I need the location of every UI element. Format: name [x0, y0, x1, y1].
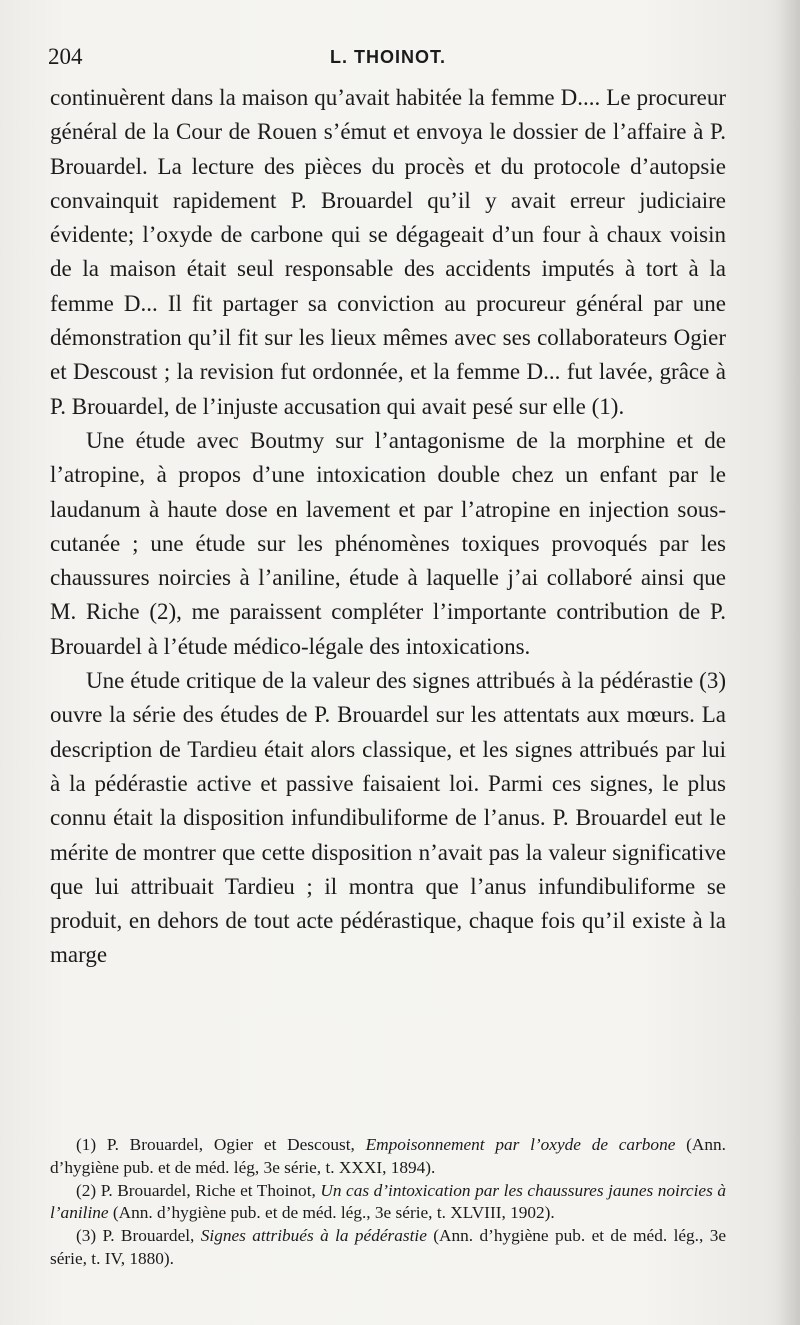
footnote-title: Empoisonnement par l’oxyde de carbone: [365, 1135, 676, 1154]
footnote-2: [50, 1180, 726, 1226]
paragraph-3: Une étude critique de la valeur des signes attribués à la pédérastie (3) ouvre la série des études de P. Brouardel sur les attentats aux mœurs. La description de Tardieu était alors classique, et les signes attribués par lui à la pédérastie active et passive faisaient loi. Parmi ces signes, le plus connu était la disposition infundibuliforme de l’anus. P. Brouardel eut le mérite de montrer que cette disposition n’avait pas la valeur significative que lui attribuait Tardieu ; il montra que l’anus infundibuliforme se produit, en dehors de tout acte pédérastique, chaque fois qu’il existe à la marge: [50, 668, 726, 968]
footnote-marker: (3): [76, 1226, 97, 1246]
footnote-tail: (Ann. d’hygiène pub. et de méd. lég., 3e série, t. IV, 1880).: [50, 1226, 727, 1268]
running-head: L. THOINOT.: [330, 47, 446, 67]
footnote-tail: (Ann. d’hygiène pub. et de méd. lég., 3e série, t. XLVIII, 1902).: [112, 1203, 555, 1223]
footnote-1: [50, 1134, 726, 1180]
paragraph-1: continuèrent dans la maison qu’avait habitée la femme D.... Le procureur général de la Cour de Rouen s’émut et envoya le dossier de l’affaire à P. Brouardel. La lecture des pièces du procès et du protocole d’autopsie convainquit rapidement P. Brouardel qu’il y avait erreur judiciaire évidente; l’oxyde de carbone qui se dégageait d’un four à chaux voisin de la maison était seul responsable des accidents imputés à tort à la femme D... Il fit partager sa conviction au procureur général par une démonstration qu’il fit sur les lieux mêmes avec ses collaborateurs Ogier et Descoust ; la revision fut ordonnée, et la femme D... fut lavée, grâce à P. Brouardel, de l’injuste accusation qui avait pesé sur elle (1).: [50, 85, 726, 419]
page-number: 204: [48, 44, 83, 69]
footnote-tail: (Ann. d’hygiène pub. et de méd. lég, 3e série, t. XXXI, 1894).: [50, 1135, 726, 1177]
footnote-marker: (2): [76, 1180, 97, 1200]
footnote-marker: (1): [76, 1135, 97, 1154]
footnote-lead: P. Brouardel, Riche et Thoinot,: [100, 1180, 316, 1200]
page-header: [48, 40, 728, 76]
footnotes: [50, 1134, 726, 1271]
footnote-lead: P. Brouardel, Ogier et Descoust,: [106, 1135, 355, 1154]
footnote-title: Signes attribués à la pédérastie: [200, 1226, 427, 1246]
footnote-lead: P. Brouardel,: [102, 1226, 195, 1246]
footnote-3: [50, 1225, 726, 1271]
page-edge-shadow: [778, 0, 800, 1325]
paragraph-2: Une étude avec Boutmy sur l’antagonisme de la morphine et de l’atropine, à propos d’une intoxication double chez un enfant par le laudanum à haute dose en lavement et par l’atropine en injection sous-cutanée ; une étude sur les phénomènes toxiques provoqués par les chaussures noircies à l’aniline, étude à laquelle j’ai collaboré ainsi que M. Riche (2), me paraissent compléter l’importante contribution de P. Brouardel à l’étude médico-légale des intoxications.: [50, 427, 726, 659]
body-text: [50, 81, 726, 973]
footnote-title: Un cas d’intoxication par les chaussures jaunes noircies à l’aniline: [50, 1180, 726, 1223]
